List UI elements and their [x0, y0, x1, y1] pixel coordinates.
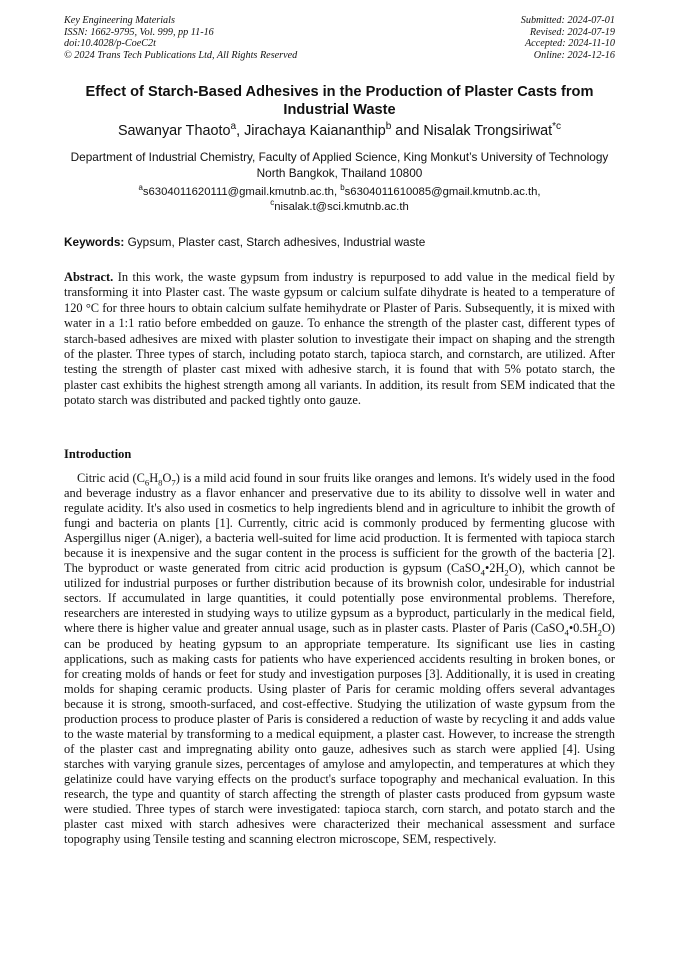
- author-1: Sawanyar Thaoto: [117, 123, 231, 139]
- introduction-heading: Introduction: [64, 447, 132, 461]
- intro-text: ) is a mild acid found in sour fruits like oranges and lemons. It's widely used in the food and beverage industry as a flavor enhancer and preservative due to its ability to dissolve well in water and regulate acidity. It's also used in cosmetics to help ingredients blend and in agriculture to inhibit the growth of fungi and bacteria on plants [1]. Currently, citric acid is commonly produced by fermenting glucose with Aspergillus niger (A.niger), a bacteria well-suited for lime acid production. It is fermented with tapioca starch because it is inexpensive and the sugar content in the process is sufficient for the growth of the bacteria [2]. The byproduct or waste generated from citric acid production is gypsum (CaSO: [64, 471, 615, 576]
- intro-text: Citric acid (C: [77, 471, 145, 485]
- author-2-sup: b: [385, 121, 392, 133]
- subscript: 7: [171, 477, 176, 488]
- issn-line: ISSN: 1662-9795, Vol. 999, pp 11-16: [64, 26, 214, 38]
- intro-text: •2H: [484, 561, 505, 576]
- paper-title: Effect of Starch-Based Adhesives in the Production of Plaster Casts from Industrial Waste: [85, 84, 594, 118]
- intro-text: H: [149, 471, 159, 485]
- email-1-sup: a: [138, 183, 143, 193]
- subscript: 4: [564, 627, 569, 638]
- accepted-date: Accepted: 2024-11-10: [524, 38, 615, 50]
- author-3: Nisalak Trongsiriwat: [423, 123, 553, 139]
- author-separator: and: [391, 123, 424, 139]
- subscript: 8: [158, 477, 163, 488]
- subscript: 2: [504, 567, 509, 578]
- dates-header: [521, 15, 615, 61]
- email-1: s6304011620111@gmail.kmutnb.ac.th,: [142, 186, 341, 198]
- submitted-date: Submitted: 2024-07-01: [520, 15, 615, 26]
- journal-name: Key Engineering Materials: [64, 15, 175, 26]
- online-date: Online: 2024-12-16: [533, 49, 615, 61]
- keywords: [64, 235, 615, 250]
- affiliation: Department of Industrial Chemistry, Faculty of Applied Science, King Monkut’s University of Technology North Bangkok, Thailand 10800: [70, 150, 609, 180]
- copyright-line: © 2024 Trans Tech Publications Ltd, All Rights Reserved: [64, 49, 298, 61]
- subscript: 2: [597, 627, 602, 638]
- intro-text: O: [162, 471, 172, 485]
- email-3-sup: c: [270, 197, 275, 207]
- subscript: 4: [480, 567, 485, 578]
- abstract-label: Abstract.: [64, 270, 114, 284]
- intro-text: •0.5H: [568, 621, 598, 636]
- journal-header: [64, 15, 297, 61]
- keywords-text: Gypsum, Plaster cast, Starch adhesives, Industrial waste: [124, 235, 426, 249]
- abstract: [64, 270, 615, 409]
- email-3: nisalak.t@sci.kmutnb.ac.th: [274, 200, 409, 213]
- doi-line: doi:10.4028/p-CoeC2t: [64, 38, 156, 50]
- email-2: s6304011610085@gmail.kmutnb.ac.th,: [344, 186, 541, 198]
- email-2-sup: b: [340, 183, 345, 193]
- intro-text: O) can be produced by heating gypsum to an appropriate temperature. Its significant use lies in casting applications, such as making casts for patients who have experienced accidents resulting in broken bones, or for creating molds of hands or feet for study and investigation purposes [3]. Additionally, it is used in creating molds for shaping ceramic products. Using plaster of Paris for ceramic molding offers several advantages because it is strong, smooth-surfaced, and cost-effective. Studying the utilization of waste gypsum from the production process to produce plaster of Paris is considered a reduction of waste by recycling it and adds value to the waste material by transforming to a medical equipment, a plaster cast. However, to increase the strength of the plaster cast and impregnating ability onto gauze, adhesives such as starch were applied [4]. Using starches with varying granule sizes, percentages of amylose and amylopectin, and temperatures at which they gelatinize could have varying effects on the product's surface topography and mechanical evaluation. In this research, the type and quantity of starch affecting the strength of plaster casts produced from gypsum waste were studied. Three types of starch were investigated: tapioca starch, corn starch, and potato starch and the plaster cast mixed with starch adhesives were characterized their mechanical assessment and surface topography using Tensile testing and scanning electron microscope, SEM, respectively.: [64, 621, 615, 847]
- abstract-text: In this work, the waste gypsum from industry is repurposed to add value in the medical field by transforming it into Plaster cast. The waste gypsum or calcium sulfate dihydrate is heated to a temperature of 120 °C for three hours to obtain calcium sulfate hemihydrate or Plaster of Paris. Subsequently, it is mixed with water in a 1:1 ratio before embedded on gauze. To enhance the strength of the plaster cast, different types of starch-based adhesives are mixed with plaster solution to investigate their impact on shaping and the strength of the plaster. Three types of starch, including potato starch, tapioca starch, and cornstarch, are utilized. After testing the strength of plaster cast mixed with adhesive starch, it is found that with 5% potato starch, the plaster cast exhibits the highest strength among all variants. In addition, its result from SEM indicated that the potato starch was distributed and packed tightly onto gauze.: [64, 270, 615, 408]
- intro-text: O), which cannot be utilized for industrial purposes or further distribution because of its brownish color, undesirable for industrial sectors. If accumulated in large quantities, it could potentially pose environmental problems. Therefore, researchers are interested in studying ways to utilize gypsum as a byproduct, particularly in the medical field, where there is higher value and greater annual usage, such as in plaster casts. Plaster of Paris (CaSO: [64, 561, 616, 636]
- keywords-label: Keywords:: [64, 235, 125, 249]
- author-1-sup: a: [230, 121, 237, 133]
- author-2: Jirachaya Kaiananthip: [244, 123, 386, 139]
- revised-date: Revised: 2024-07-19: [529, 26, 615, 38]
- author-emails: [64, 185, 615, 214]
- introduction-body: [64, 471, 615, 847]
- subscript: 6: [144, 477, 150, 488]
- author-list: [64, 123, 615, 140]
- author-separator: ,: [236, 123, 245, 139]
- author-3-sup: *c: [552, 121, 562, 133]
